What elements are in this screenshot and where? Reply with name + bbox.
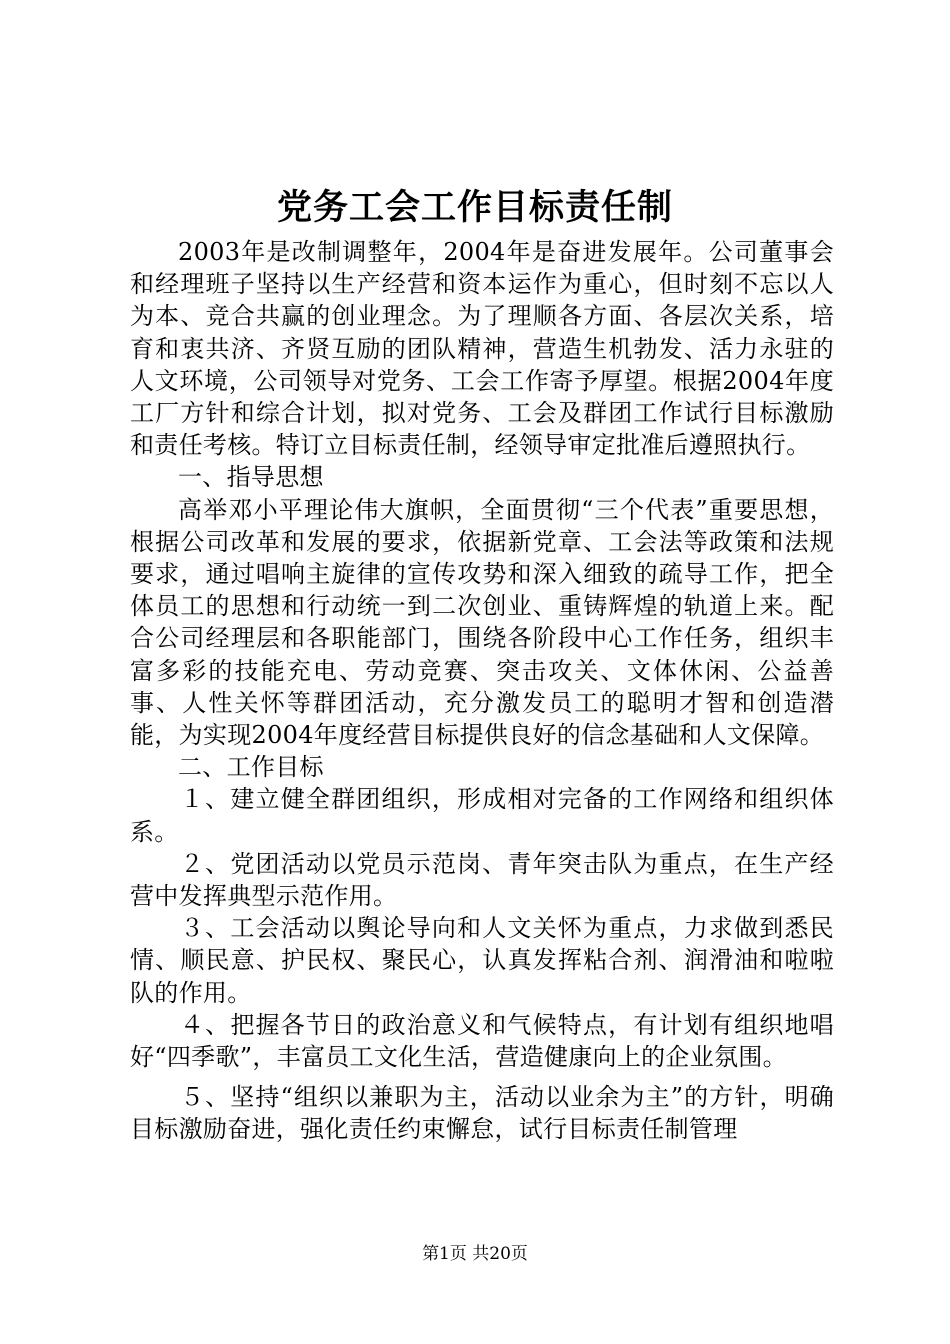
document-body [130,236,834,1146]
section-heading-work-goals: 二、工作目标 [178,753,324,782]
guiding-ideology-paragraph: 高举邓小平理论伟大旗帜，全面贯彻“三个代表”重要思想，根据公司改革和发展的要求，依据新党章、工会法等政策和法规要求，通过唱响主旋律的宣传攻势和深入细致的疏导工作，把全体员工的思想和行动统一到二次创业、重铸辉煌的轨道上来。配合公司经理层和各职能部门，围绕各阶段中心工作任务，组织丰富多彩的技能充电、劳动竞赛、突击攻关、文体休闲、公益善事、人性关怀等群团活动，充分激发员工的聪明才智和创造潜能，为实现2004年度经营目标提供良好的信念基础和人文保障。 [130,495,834,750]
goal-item-2: ２、党团活动以党员示范岗、青年突击队为重点，在生产经营中发挥典型示范作用。 [130,849,834,911]
goal-item-5: ５、坚持“组织以兼职为主，活动以业余为主”的方针，明确目标激励奋进，强化责任约束懈怠，试行目标责任制管理 [130,1083,834,1144]
page-footer: 第1页 共20页 [422,1244,528,1264]
intro-paragraph: 2003年是改制调整年，2004年是奋进发展年。公司董事会和经理班子坚持以生产经营和资本运作为重心，但时刻不忘以人为本、竞合共赢的创业理念。为了理顺各方面、各层次关系，培育和衷共济、齐贤互励的团队精神，营造生机勃发、活力永驻的人文环境，公司领导对党务、工会工作寄予厚望。根据2004年度工厂方针和综合计划，拟对党务、工会及群团工作试行目标激励和责任考核。特订立目标责任制，经领导审定批准后遵照执行。 [130,238,834,460]
document-title: 党务工会工作目标责任制 [276,187,673,228]
goal-item-1: １、建立健全群团组织，形成相对完备的工作网络和组织体系。 [130,785,834,846]
goal-item-4: ４、把握各节日的政治意义和气候特点，有计划有组织地唱好“四季歌”，丰富员工文化生活，营造健康向上的企业氛围。 [130,1010,834,1072]
goal-item-3: ３、工会活动以舆论导向和人文关怀为重点，力求做到悉民情、顺民意、护民权、聚民心，认真发挥粘合剂、润滑油和啦啦队的作用。 [130,914,834,1007]
section-heading-guiding-ideology: 一、指导思想 [178,463,324,492]
